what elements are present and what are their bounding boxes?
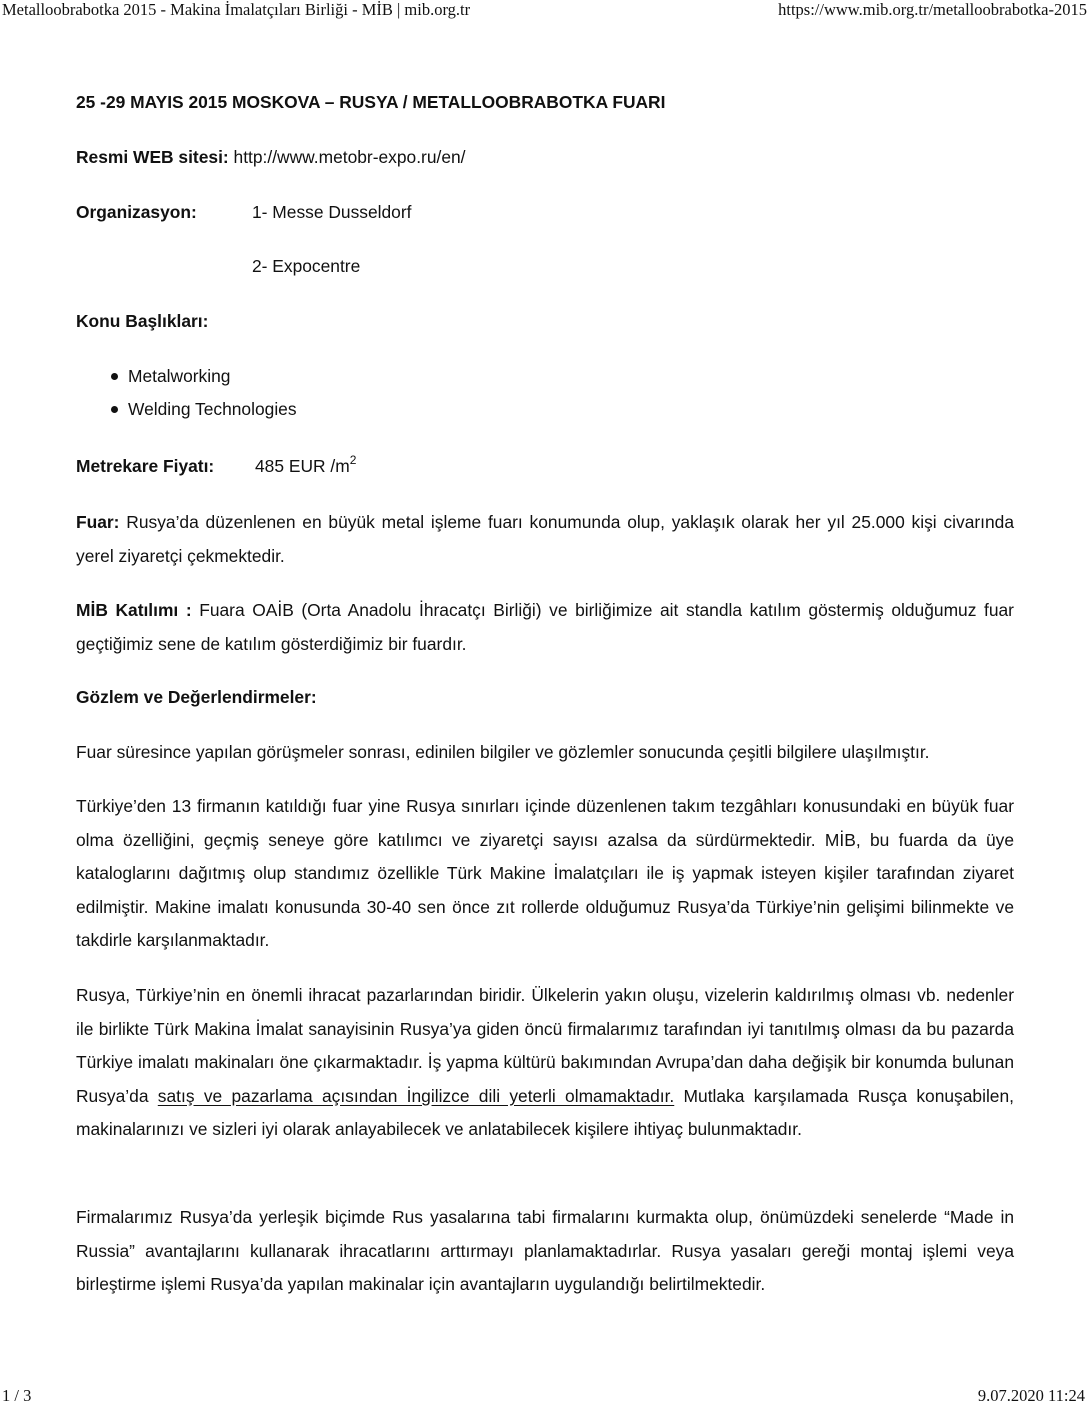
price-amount: 485 EUR /m xyxy=(255,456,350,476)
organization-label: Organizasyon: xyxy=(76,202,197,222)
website-url: http://www.metobr-expo.ru/en/ xyxy=(228,147,466,167)
observations-paragraph-1: Fuar süresince yapılan görüşmeler sonrası, edinilen bilgiler ve gözlemler sonucunda çeşitli bilgilere ulaşılmıştır. xyxy=(76,742,930,762)
mib-participation-paragraph xyxy=(76,594,1014,661)
topics-list xyxy=(76,360,297,426)
price-label: Metrekare Fiyatı: xyxy=(76,456,215,476)
print-datetime: 9.07.2020 11:24 xyxy=(977,1386,1085,1405)
mib-participation-text: Fuara OAİB (Orta Anadolu İhracatçı Birliği) ve birliğimize ait standla katılım göstermiş olduğumuz fuar geçtiğimiz sene de katılım gösterdiğimiz bir fuardır. xyxy=(76,600,1014,654)
observations-paragraph-3 xyxy=(76,979,1014,1147)
mib-participation-label: MİB Katılımı : xyxy=(76,600,192,620)
website-line xyxy=(76,141,466,175)
topic-item: Metalworking xyxy=(76,360,297,393)
observations-paragraph-4: Firmalarımız Rusya’da yerleşik biçimde Rus yasalarına tabi firmalarını kurmakta olup, önümüzdeki senelerde “Made in Russia” avantajlarını kullanarak ihracatlarını arttırmayı planlamaktadırlar. Rusya yasaları gereği montaj işlemi veya birleştirme işlemi Rusya’da yapılan makinalar için avantajların uygulandığı belirtilmektedir. xyxy=(76,1207,1014,1295)
topics-heading: Konu Başlıkları: xyxy=(76,311,209,331)
price-value xyxy=(255,450,356,484)
document-title: 25 -29 MAYIS 2015 MOSKOVA – RUSYA / METALLOOBRABOTKA FUARI xyxy=(76,92,666,112)
paragraph-3-text-b: Mutlaka karşılamada Rusça konuşabilen, makinalarınızı ve sizleri iyi olarak anlayabilecek ve anlatabilecek kişilere ihtiyaç bulunmaktadır. xyxy=(76,1085,1014,1140)
organization-item: 1- Messe Dusseldorf xyxy=(252,202,412,222)
topic-item: Welding Technologies xyxy=(76,393,297,426)
price-line xyxy=(76,450,676,484)
organization-item: 2- Expocentre xyxy=(252,256,361,276)
paragraph-3-text-a: Rusya, Türkiye’nin en önemli ihracat pazarlarından biridir. Ülkelerin yakın oluşu, vizelerin kaldırılmış olması vb. nedenler ile birlikte Türk Makina İmalat sanayisinin Rusya’ya giden öncü firmalarımız tarafından iyi tanıtılmış olması da bu pazarda Türkiye imalatı makinaları öne çıkarmaktadır. İş yapma kültürü bakımından Avrupa’dan daha değişik bir konumda bulunan Rusya’da xyxy=(76,985,1014,1106)
website-label: Resmi WEB sitesi: xyxy=(76,147,229,167)
print-header-title: Metalloobrabotka 2015 - Makina İmalatçıları Birliği - MİB | mib.org.tr xyxy=(2,0,471,19)
fair-text: Rusya’da düzenlenen en büyük metal işleme fuarı konumunda olup, yaklaşık olarak her yıl 25.000 kişi civarında yerel ziyaretçi çekmektedir. xyxy=(76,512,1014,566)
fair-paragraph xyxy=(76,506,1014,573)
page-number: 1 / 3 xyxy=(2,1386,32,1405)
fair-label: Fuar: xyxy=(76,512,120,532)
observations-paragraph-2: Türkiye’den 13 firmanın katıldığı fuar yine Rusya sınırları içinde düzenlenen takım tezgâhları konusundaki en büyük fuar olma özelliğini, geçmiş seneye göre katılımcı ve ziyaretçi sayısı azalsa da sürdürmektedir. MİB, bu fuarda da üye kataloglarını dağıtmış olup standımız özellikle Türk Makine İmalatçıları ile iş yapmak isteyen kişiler tarafından ziyaret edilmiştir. Makine imalatı konusunda 30-40 sen önce zıt rollerde olduğumuz Rusya’da Türkiye’nin gelişimi bilinmekte ve takdirle karşılanmaktadır. xyxy=(76,796,1014,951)
observations-heading: Gözlem ve Değerlendirmeler: xyxy=(76,687,317,707)
underlined-emphasis: satış ve pazarlama açısından İngilizce dili yeterli olmamaktadır. xyxy=(157,1085,675,1106)
price-unit-superscript: 2 xyxy=(349,453,357,467)
print-header-url: https://www.mib.org.tr/metalloobrabotka-2015 xyxy=(778,0,1087,19)
